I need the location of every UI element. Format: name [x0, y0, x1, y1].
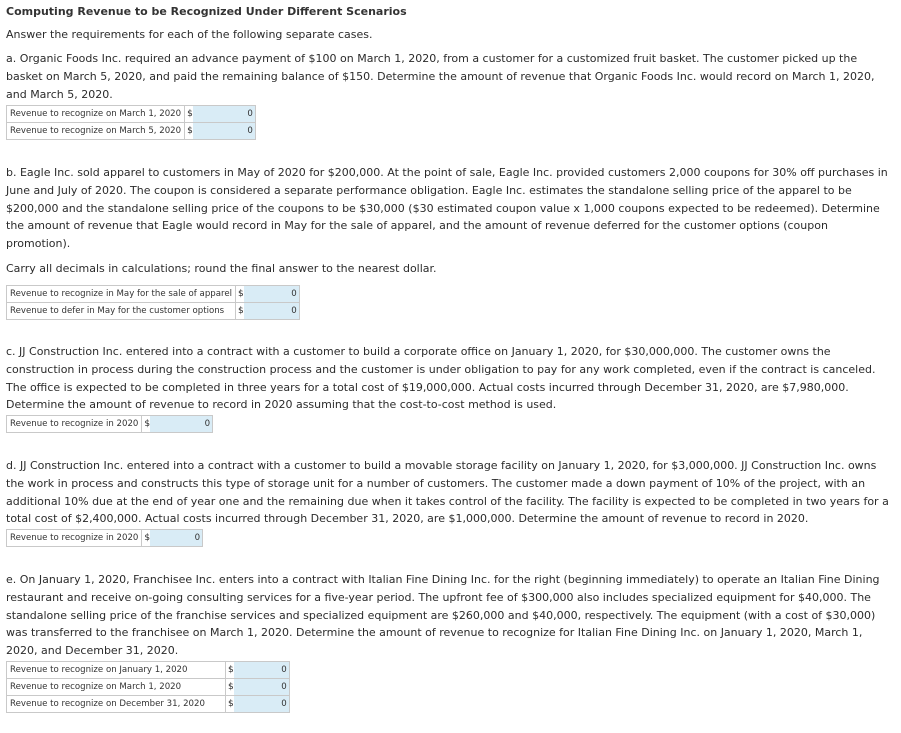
part-e-answer-table — [6, 661, 290, 713]
answer-row — [7, 106, 256, 123]
currency-symbol: $ — [226, 679, 234, 696]
answer-row — [7, 286, 300, 303]
answer-input[interactable] — [244, 304, 299, 319]
part-a-question: a. Organic Foods Inc. required an advance payment of $100 on March 1, 2020, from a customer for a customized fruit basket. The customer picked up the basket on March 5, 2020, and paid the remaining balance of $150. Determine the amount of revenue that Organic Foods Inc. would record on March 1, 2020, and March 5, 2020. — [6, 52, 875, 101]
answer-input[interactable] — [234, 697, 289, 712]
answer-input[interactable] — [150, 531, 202, 546]
problem-title: Computing Revenue to be Recognized Under Different Scenarios — [6, 5, 407, 18]
answer-row — [7, 530, 203, 547]
part-b-answer-table — [6, 285, 300, 320]
currency-symbol: $ — [185, 106, 193, 123]
answer-input[interactable] — [193, 124, 255, 139]
currency-symbol: $ — [185, 123, 193, 140]
currency-symbol: $ — [236, 286, 244, 303]
answer-input[interactable] — [150, 417, 212, 432]
answer-row — [7, 303, 300, 320]
currency-symbol: $ — [142, 416, 150, 433]
answer-row — [7, 696, 290, 713]
answer-label: Revenue to recognize in May for the sale of apparel — [7, 286, 236, 303]
answer-label: Revenue to recognize on January 1, 2020 — [7, 662, 226, 679]
part-a-answer-table — [6, 105, 256, 140]
answer-label: Revenue to recognize on March 1, 2020 — [7, 106, 185, 123]
answer-label: Revenue to defer in May for the customer options — [7, 303, 236, 320]
currency-symbol: $ — [226, 696, 234, 713]
currency-symbol: $ — [236, 303, 244, 320]
answer-input[interactable] — [193, 107, 255, 122]
part-b-note: Carry all decimals in calculations; round the final answer to the nearest dollar. — [6, 262, 437, 275]
answer-input[interactable] — [234, 680, 289, 695]
answer-label: Revenue to recognize on December 31, 2020 — [7, 696, 226, 713]
answer-label: Revenue to recognize in 2020 — [7, 416, 142, 433]
answer-input[interactable] — [234, 663, 289, 678]
answer-row — [7, 679, 290, 696]
part-d-answer-table — [6, 529, 203, 547]
part-c-answer-table — [6, 415, 213, 433]
answer-label: Revenue to recognize on March 5, 2020 — [7, 123, 185, 140]
part-e-question: e. On January 1, 2020, Franchisee Inc. enters into a contract with Italian Fine Dining Inc. for the right (beginning immediately) to operate an Italian Fine Dining restaurant and receive on-going consulting services for a five-year period. The upfront fee of $300,000 also includes specialized equipment for $40,000. The standalone selling price of the franchise services and specialized equipment are $260,000 and $40,000, respectively. The equipment (with a cost of $30,000) was transferred to the franchisee on March 1, 2020. Determine the amount of revenue to recognize for Italian Fine Dining Inc. on January 1, 2020, March 1, 2020, and December 31, 2020. — [6, 573, 880, 658]
part-b-question: b. Eagle Inc. sold apparel to customers in May of 2020 for $200,000. At the point of sale, Eagle Inc. provided customers 2,000 coupons for 30% off purchases in June and July of 2020. The coupon is considered a separate performance obligation. Eagle Inc. estimates the standalone selling price of the apparel to be $200,000 and the standalone selling price of the coupons to be $30,000 ($30 estimated coupon value x 1,000 coupons expected to be redeemed). Determine the amount of revenue that Eagle would record in May for the sale of apparel, and the amount of revenue deferred for the customer options (coupon promotion). — [6, 166, 888, 251]
answer-label: Revenue to recognize in 2020 — [7, 530, 142, 547]
part-d-question: d. JJ Construction Inc. entered into a contract with a customer to build a movable storage facility on January 1, 2020, for $3,000,000. JJ Construction Inc. owns the work in process and constructs this type of storage unit for a number of customers. The customer made a down payment of 10% of the project, with an additional 10% due at the end of year one and the remaining due when it takes control of the facility. The facility is expected to be completed in two years for a total cost of $2,400,000. Actual costs incurred through December 31, 2020, are $1,000,000. Determine the amount of revenue to record in 2020. — [6, 459, 889, 526]
part-c-question: c. JJ Construction Inc. entered into a contract with a customer to build a corporate office on January 1, 2020, for $30,000,000. The customer owns the construction in process during the construction process and the customer is under obligation to pay for any work completed, even if the contract is canceled. The office is expected to be completed in three years for a total cost of $19,000,000. Actual costs incurred through December 31, 2020, are $7,980,000. Determine the amount of revenue to record in 2020 assuming that the cost-to-cost method is used. — [6, 345, 876, 412]
currency-symbol: $ — [226, 662, 234, 679]
answer-row — [7, 662, 290, 679]
answer-row — [7, 416, 213, 433]
currency-symbol: $ — [142, 530, 150, 547]
answer-label: Revenue to recognize on March 1, 2020 — [7, 679, 226, 696]
answer-input[interactable] — [244, 287, 299, 302]
problem-intro: Answer the requirements for each of the following separate cases. — [6, 28, 373, 41]
answer-row — [7, 123, 256, 140]
